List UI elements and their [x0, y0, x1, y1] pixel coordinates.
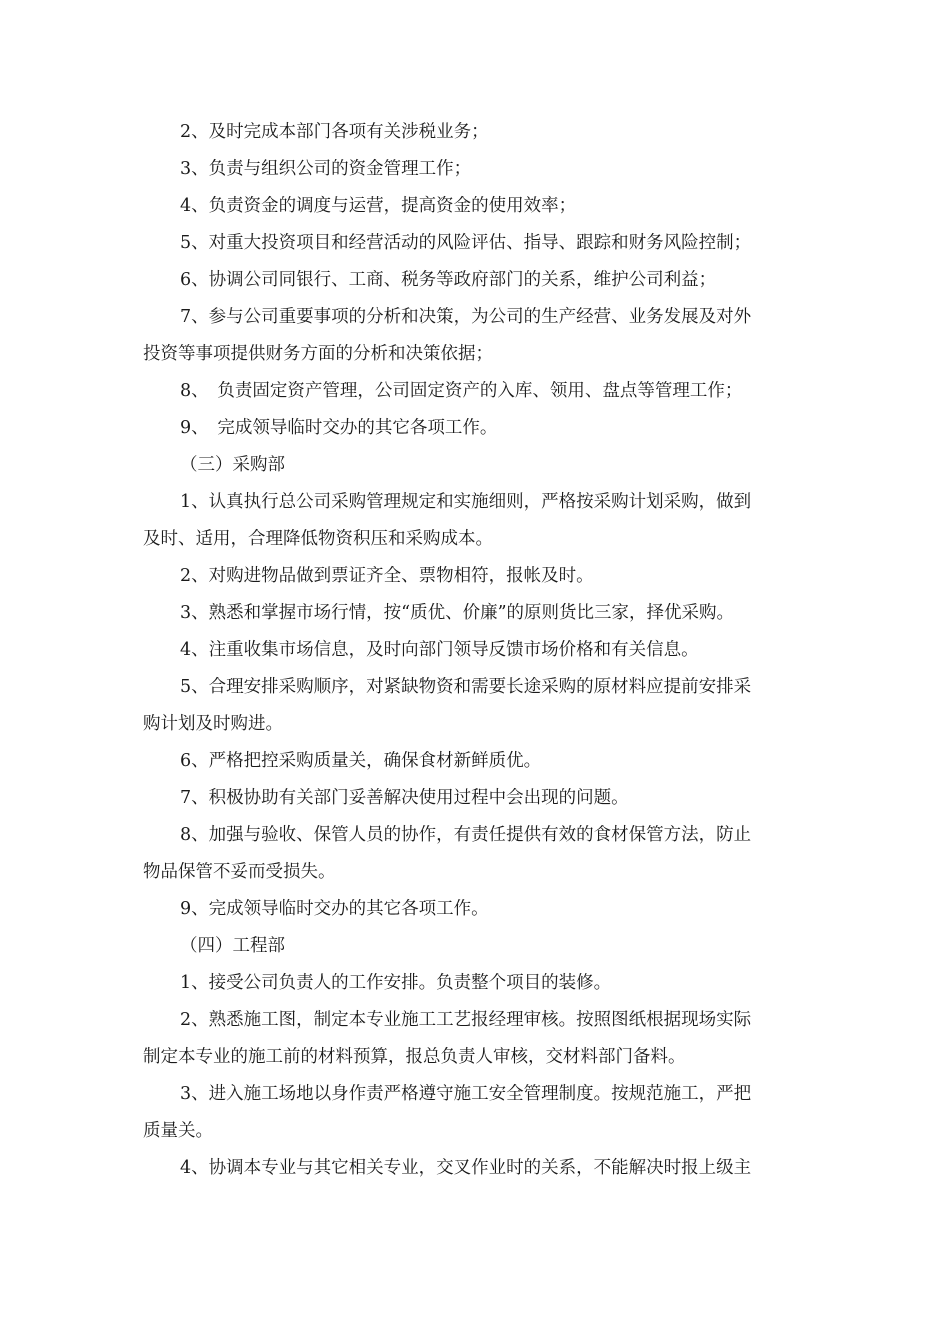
list-item-continuation: 物品保管不妥而受损失。 [143, 862, 336, 882]
list-item: 4、注重收集市场信息，及时向部门领导反馈市场价格和有关信息。 [180, 640, 699, 660]
section-heading-engineering: （四）工程部 [180, 936, 285, 956]
list-item-continuation: 质量关。 [143, 1121, 213, 1141]
list-item-continuation: 及时、适用，合理降低物资积压和采购成本。 [143, 529, 493, 549]
list-item: 7、参与公司重要事项的分析和决策，为公司的生产经营、业务发展及对外 [180, 307, 752, 327]
list-item: 6、协调公司同银行、工商、税务等政府部门的关系，维护公司利益； [180, 270, 717, 290]
list-item: 9、完成领导临时交办的其它各项工作。 [180, 899, 489, 919]
list-item: 8、加强与验收、保管人员的协作，有责任提供有效的食材保管方法，防止 [180, 825, 752, 845]
list-item: 2、对购进物品做到票证齐全、票物相符，报帐及时。 [180, 566, 594, 586]
list-item: 5、对重大投资项目和经营活动的风险评估、指导、跟踪和财务风险控制； [180, 233, 752, 253]
list-item: 2、熟悉施工图，制定本专业施工工艺报经理审核。按照图纸根据现场实际 [180, 1010, 752, 1030]
list-item: 3、熟悉和掌握市场行情，按“质优、价廉”的原则货比三家，择优采购。 [180, 603, 735, 623]
list-item: 7、积极协助有关部门妥善解决使用过程中会出现的问题。 [180, 788, 629, 808]
list-item: 5、合理安排采购顺序，对紧缺物资和需要长途采购的原材料应提前安排采 [180, 677, 752, 697]
list-item: 3、负责与组织公司的资金管理工作； [180, 159, 472, 179]
list-item: 4、协调本专业与其它相关专业，交叉作业时的关系，不能解决时报上级主 [180, 1158, 752, 1178]
list-item: 3、进入施工场地以身作责严格遵守施工安全管理制度。按规范施工，严把 [180, 1084, 752, 1104]
list-item-continuation: 投资等事项提供财务方面的分析和决策依据； [143, 344, 493, 364]
list-item: 2、及时完成本部门各项有关涉税业务； [180, 122, 489, 142]
list-item: 4、负责资金的调度与运营，提高资金的使用效率； [180, 196, 577, 216]
list-item: 1、接受公司负责人的工作安排。负责整个项目的装修。 [180, 973, 612, 993]
section-heading-purchasing: （三）采购部 [180, 455, 285, 475]
list-item-continuation: 制定本专业的施工前的材料预算，报总负责人审核，交材料部门备料。 [143, 1047, 686, 1067]
list-item-continuation: 购计划及时购进。 [143, 714, 283, 734]
document-body [143, 114, 810, 1187]
list-item: 9、 完成领导临时交办的其它各项工作。 [180, 418, 498, 438]
list-item: 8、 负责固定资产管理，公司固定资产的入库、领用、盘点等管理工作； [180, 381, 743, 401]
list-item: 6、严格把控采购质量关，确保食材新鲜质优。 [180, 751, 542, 771]
list-item: 1、认真执行总公司采购管理规定和实施细则，严格按采购计划采购，做到 [180, 492, 752, 512]
